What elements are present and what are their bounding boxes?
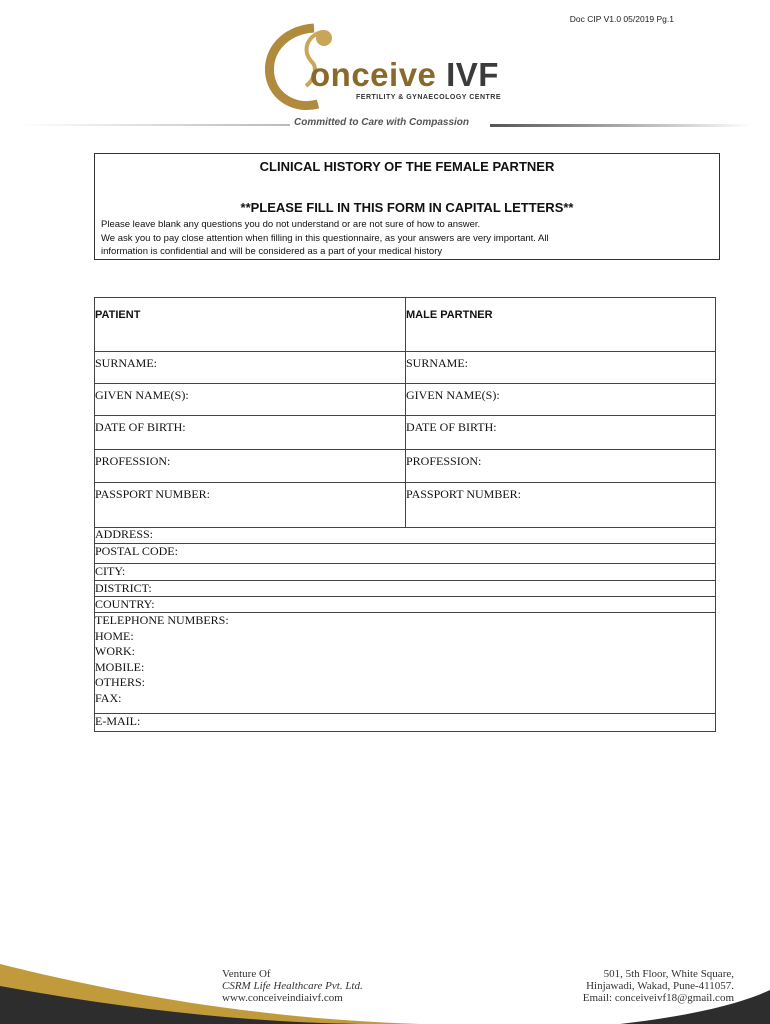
mobile-phone-label: MOBILE: [95,659,145,674]
intro-box [94,153,720,260]
email-field[interactable]: E-MAIL: [94,714,716,732]
address-field[interactable]: ADDRESS: [94,527,716,544]
patient-given-names-field[interactable]: GIVEN NAME(S): [95,384,406,416]
footer-company-info: Venture Of CSRM Life Healthcare Pvt. Ltd. www.conceiveindiaivf.com [222,968,363,1004]
partner-given-names-field[interactable]: GIVEN NAME(S): [406,384,716,416]
website-link[interactable]: www.conceiveindiaivf.com [222,992,343,1004]
patient-partner-table [94,297,716,528]
patient-surname-field[interactable]: SURNAME: [95,352,406,384]
instruction-line-2: We ask you to pay close attention when filling in this questionnaire, as your answers are very important. All [101,233,549,244]
work-phone-label: WORK: [95,644,135,658]
patient-passport-field[interactable]: PASSPORT NUMBER: [95,483,406,528]
partner-dob-field[interactable]: DATE OF BIRTH: [406,416,716,450]
document-reference: Doc CIP V1.0 05/2019 Pg.1 [569,14,674,24]
partner-passport-field[interactable]: PASSPORT NUMBER: [406,483,716,528]
male-partner-column-header: MALE PARTNER [406,298,716,352]
footer-contact-info: 501, 5th Floor, White Square, Hinjawadi, Wakad, Pune-411057. Email: conceiveivf18@gmail.com [582,968,734,1004]
instruction-line-3: information is confidential and will be considered as a part of your medical history [101,246,443,257]
patient-profession-field[interactable]: PROFESSION: [95,450,406,483]
email-link[interactable]: Email: conceiveivf18@gmail.com [582,992,734,1004]
country-field[interactable]: COUNTRY: [94,597,716,613]
header-divider-right [490,124,752,127]
telephone-numbers-field[interactable] [94,613,716,714]
logo-wordmark: onceive IVF [310,56,499,93]
other-phone-label: OTHERS: [95,675,146,689]
logo-subtitle: FERTILITY & GYNAECOLOGY CENTRE [356,94,502,101]
home-phone-label: HOME: [95,628,134,643]
city-field[interactable]: CITY: [94,564,716,581]
postal-code-field[interactable]: POSTAL CODE: [94,544,716,564]
fax-label: FAX: [95,690,122,705]
telephone-label: TELEPHONE NUMBERS: [95,613,229,627]
partner-surname-field[interactable]: SURNAME: [406,352,716,384]
address-section [94,527,716,732]
header-divider-left [20,124,290,126]
capital-letters-notice: **PLEASE FILL IN THIS FORM IN CAPITAL LETTERS** [240,200,574,215]
instruction-line-1: Please leave blank any questions you do not understand or are not sure of how to answer. [101,219,481,230]
tagline: Committed to Care with Compassion [294,117,470,128]
conceive-ivf-logo [262,22,512,114]
partner-profession-field[interactable]: PROFESSION: [406,450,716,483]
form-title: CLINICAL HISTORY OF THE FEMALE PARTNER [259,159,555,174]
district-field[interactable]: DISTRICT: [94,581,716,597]
patient-dob-field[interactable]: DATE OF BIRTH: [95,416,406,450]
patient-column-header: PATIENT [95,298,406,352]
